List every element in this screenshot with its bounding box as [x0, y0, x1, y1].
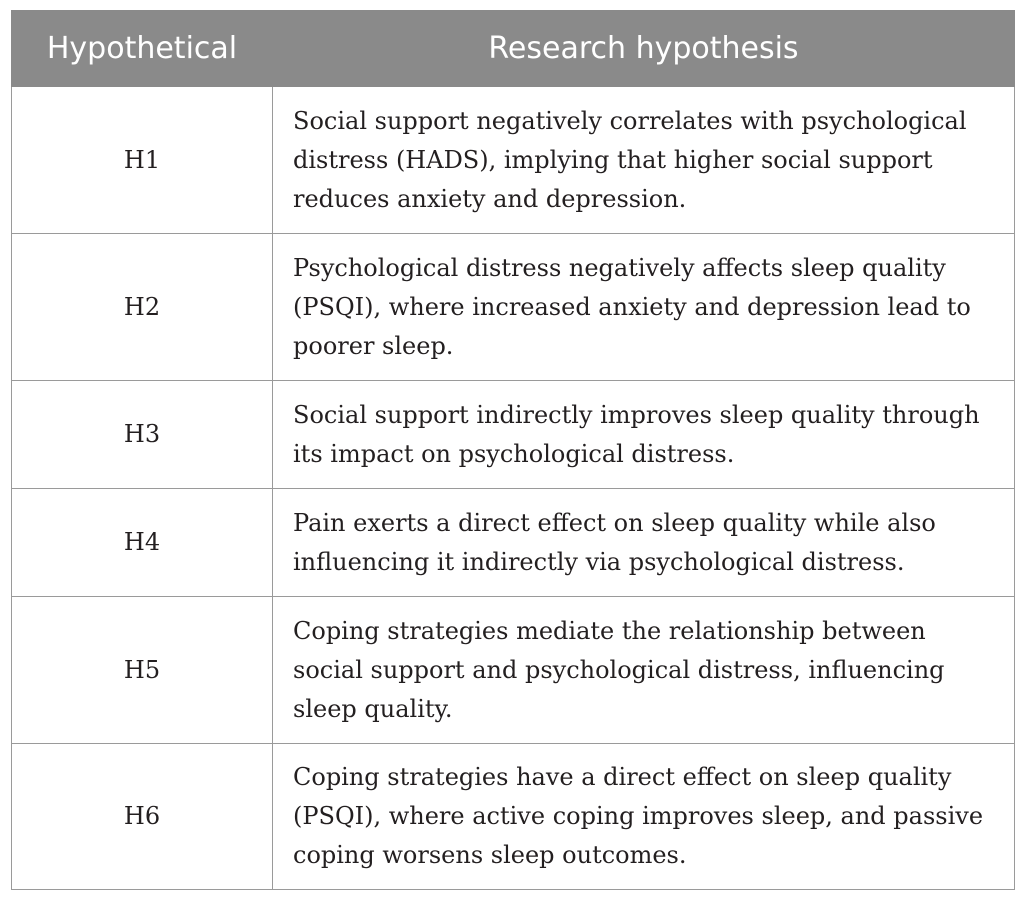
hypothesis-id: H4 [12, 489, 273, 597]
table-row [12, 234, 1015, 381]
header-row [12, 11, 1015, 87]
table-row [12, 381, 1015, 489]
table-row [12, 744, 1015, 890]
hypothesis-text: Social support indirectly improves sleep quality through its impact on psychological distress. [273, 381, 1015, 489]
hypothesis-id: H5 [12, 597, 273, 744]
hypothesis-id: H6 [12, 744, 273, 890]
hypothesis-id: H2 [12, 234, 273, 381]
hypothesis-id: H1 [12, 87, 273, 234]
header-hypothetical: Hypothetical [12, 11, 273, 87]
hypothesis-text: Psychological distress negatively affects sleep quality (PSQI), where increased anxiety and depression lead to poorer sleep. [273, 234, 1015, 381]
hypothesis-text: Coping strategies have a direct effect on sleep quality (PSQI), where active coping improves sleep, and passive coping worsens sleep outcomes. [273, 744, 1015, 890]
hypothesis-text: Pain exerts a direct effect on sleep quality while also influencing it indirectly via psychological distress. [273, 489, 1015, 597]
hypothesis-text: Social support negatively correlates with psychological distress (HADS), implying that higher social support reduces anxiety and depression. [273, 87, 1015, 234]
header-research-hypothesis: Research hypothesis [273, 11, 1015, 87]
table-header [12, 11, 1015, 87]
table-row [12, 597, 1015, 744]
hypothesis-id: H3 [12, 381, 273, 489]
table-body [12, 87, 1015, 890]
table-row [12, 489, 1015, 597]
hypotheses-table [11, 10, 1015, 890]
table-row [12, 87, 1015, 234]
hypothesis-text: Coping strategies mediate the relationship between social support and psychological distress, influencing sleep quality. [273, 597, 1015, 744]
